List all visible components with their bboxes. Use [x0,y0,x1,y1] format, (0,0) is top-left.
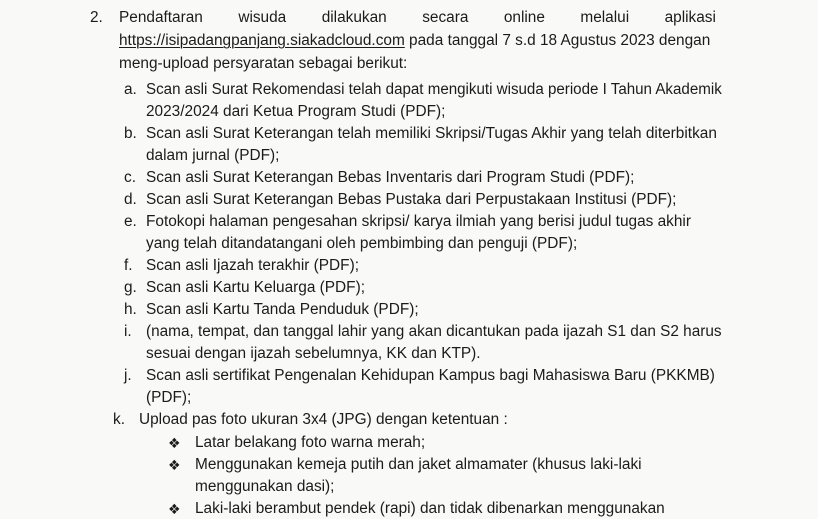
item-label-h: h. [124,301,137,318]
item-label-c: c. [124,169,136,186]
item-j-line-2: (PDF); [146,389,192,406]
item-label-b: b. [124,125,137,142]
item-label-k: k. [113,411,125,428]
bullet-2-line-2: menggunakan dasi); [195,478,335,495]
intro-word: wisuda [238,9,287,26]
item-j-line-1: Scan asli sertifikat Pengenalan Kehidupan Kampus bagi Mahasiswa Baru (PKKMB) [146,367,715,384]
bullet-1-line-1: Latar belakang foto warna merah; [195,434,426,451]
item-i-line-1: (nama, tempat, dan tanggal lahir yang akan dicantukan pada ijazah S1 dan S2 harus [146,323,722,340]
item-a-line-1: Scan asli Surat Rekomendasi telah dapat mengikuti wisuda periode I Tahun Akademik [146,81,722,98]
item-f-line-1: Scan asli Ijazah terakhir (PDF); [146,257,359,274]
item-g-line-1: Scan asli Kartu Keluarga (PDF); [146,279,365,296]
intro-word: melalui [580,9,630,26]
item-label-j: j. [124,367,132,384]
item-k-line-1: Upload pas foto ukuran 3x4 (JPG) dengan ketentuan : [139,411,508,428]
item-b-line-1: Scan asli Surat Keterangan telah memiliki Skripsi/Tugas Akhir yang telah diterbitkan [146,125,717,142]
item-a-line-2: 2023/2024 dari Ketua Program Studi (PDF); [146,103,446,120]
intro-word: dilakukan [321,9,387,26]
bullet-3-line-1: Laki-laki berambut pendek (rapi) dan tidak dibenarkan menggunakan [195,500,665,517]
item-b-line-2: dalam jurnal (PDF); [146,147,280,164]
bullet-2-line-1: Menggunakan kemeja putih dan jaket almamater (khusus laki-laki [195,456,642,473]
diamond-bullet-icon: ❖ [168,501,181,517]
item-c-line-1: Scan asli Surat Keterangan Bebas Inventaris dari Program Studi (PDF); [146,169,635,186]
diamond-bullet-icon: ❖ [168,435,181,451]
section-intro-line-3: meng-upload persyaratan sebagai berikut: [119,55,408,72]
section-intro-line-2 [119,31,710,51]
item-label-f: f. [124,257,133,274]
intro-word: Pendaftaran [119,9,203,26]
intro-date-text: pada tanggal 7 s.d 18 Agustus 2023 dengan [404,32,711,49]
item-e-line-2: yang telah ditandatangani oleh pembimbing dan penguji (PDF); [146,235,578,252]
intro-word: secara [422,9,469,26]
item-label-a: a. [124,81,137,98]
item-d-line-1: Scan asli Surat Keterangan Bebas Pustaka dari Perpustakaan Institusi (PDF); [146,191,677,208]
item-label-g: g. [124,279,137,296]
section-intro-line-1 [119,8,716,28]
intro-word: aplikasi [664,9,716,26]
item-i-line-2: sesuai dengan ijazah sebelumnya, KK dan KTP). [146,345,481,362]
item-h-line-1: Scan asli Kartu Tanda Penduduk (PDF); [146,301,419,318]
diamond-bullet-icon: ❖ [168,457,181,473]
item-label-i: i. [124,323,132,340]
siakad-link[interactable]: https://isipadangpanjang.siakadcloud.com [119,32,405,49]
intro-word: online [503,9,545,26]
section-number: 2. [90,9,103,26]
item-label-d: d. [124,191,137,208]
item-e-line-1: Fotokopi halaman pengesahan skripsi/ karya ilmiah yang berisi judul tugas akhir [146,213,691,230]
item-label-e: e. [124,213,137,230]
